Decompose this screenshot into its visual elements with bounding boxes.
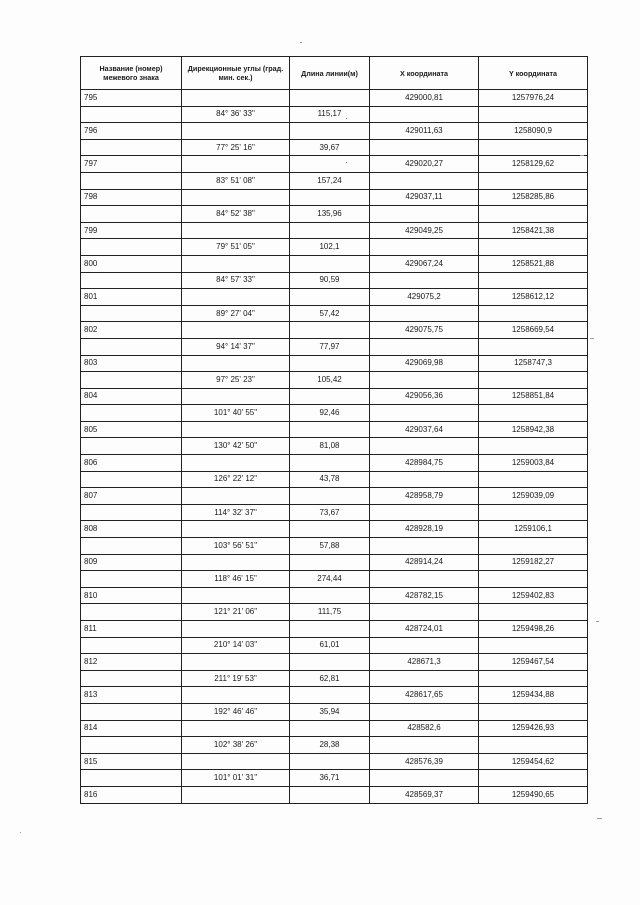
empty-cell	[182, 289, 290, 306]
x-coordinate: 428724,01	[370, 621, 479, 638]
point-name: 797	[81, 156, 182, 173]
point-name: 802	[81, 322, 182, 339]
y-coordinate: 1259003,84	[479, 455, 588, 472]
empty-cell	[290, 156, 370, 173]
y-coordinate: 1259434,88	[479, 687, 588, 704]
x-coordinate: 429037,11	[370, 189, 479, 206]
direction-angle: 83° 51' 08"	[182, 172, 290, 189]
empty-cell	[290, 786, 370, 803]
segment-row	[81, 239, 588, 256]
x-coordinate: 428569,37	[370, 786, 479, 803]
y-coordinate: 1259106,1	[479, 521, 588, 538]
empty-cell	[182, 753, 290, 770]
empty-cell	[290, 222, 370, 239]
point-row-top	[81, 156, 588, 173]
table-body	[81, 90, 588, 804]
x-coordinate: 428958,79	[370, 488, 479, 505]
empty-cell	[290, 587, 370, 604]
empty-cell	[81, 504, 182, 521]
empty-cell	[479, 637, 588, 654]
empty-cell	[290, 455, 370, 472]
point-name: 816	[81, 786, 182, 803]
scan-speck	[596, 621, 599, 622]
empty-cell	[370, 206, 479, 223]
point-row-top	[81, 455, 588, 472]
y-coordinate: 1258285,86	[479, 189, 588, 206]
header-length: Длина линии(м)	[290, 57, 370, 90]
empty-cell	[290, 355, 370, 372]
empty-cell	[370, 438, 479, 455]
empty-cell	[370, 338, 479, 355]
segment-row	[81, 670, 588, 687]
empty-cell	[81, 637, 182, 654]
line-length: 39,67	[290, 139, 370, 156]
direction-angle: 84° 52' 38"	[182, 206, 290, 223]
segment-row	[81, 703, 588, 720]
direction-angle: 89° 27' 04"	[182, 305, 290, 322]
point-row-top	[81, 189, 588, 206]
segment-row	[81, 737, 588, 754]
empty-cell	[370, 139, 479, 156]
line-length: 115,17	[290, 106, 370, 123]
segment-row	[81, 770, 588, 787]
empty-cell	[479, 172, 588, 189]
point-name: 806	[81, 455, 182, 472]
x-coordinate: 428782,15	[370, 587, 479, 604]
empty-cell	[182, 521, 290, 538]
empty-cell	[370, 670, 479, 687]
direction-angle: 103° 56' 51"	[182, 538, 290, 555]
point-name: 812	[81, 654, 182, 671]
y-coordinate: 1258521,88	[479, 255, 588, 272]
line-length: 57,88	[290, 538, 370, 555]
empty-cell	[182, 421, 290, 438]
direction-angle: 94° 14' 37"	[182, 338, 290, 355]
point-name: 805	[81, 421, 182, 438]
empty-cell	[182, 587, 290, 604]
x-coordinate: 429075,75	[370, 322, 479, 339]
empty-cell	[290, 687, 370, 704]
point-row-top	[81, 488, 588, 505]
scan-speck	[597, 818, 602, 819]
empty-cell	[182, 388, 290, 405]
empty-cell	[290, 521, 370, 538]
point-name: 795	[81, 90, 182, 107]
y-coordinate: 1258669,54	[479, 322, 588, 339]
header-y: Y координата	[479, 57, 588, 90]
empty-cell	[81, 703, 182, 720]
y-coordinate: 1259467,54	[479, 654, 588, 671]
empty-cell	[370, 504, 479, 521]
x-coordinate: 428671,3	[370, 654, 479, 671]
point-name: 800	[81, 255, 182, 272]
empty-cell	[81, 338, 182, 355]
empty-cell	[479, 305, 588, 322]
direction-angle: 102° 38' 26"	[182, 737, 290, 754]
header-name: Название (номер) межевого знака	[81, 57, 182, 90]
empty-cell	[290, 255, 370, 272]
empty-cell	[182, 222, 290, 239]
empty-cell	[81, 172, 182, 189]
empty-cell	[182, 621, 290, 638]
segment-row	[81, 338, 588, 355]
point-name: 807	[81, 488, 182, 505]
empty-cell	[370, 770, 479, 787]
empty-cell	[479, 139, 588, 156]
point-row-top	[81, 421, 588, 438]
line-length: 157,24	[290, 172, 370, 189]
direction-angle: 101° 40' 55"	[182, 405, 290, 422]
empty-cell	[81, 670, 182, 687]
direction-angle: 210° 14' 03"	[182, 637, 290, 654]
x-coordinate: 428928,19	[370, 521, 479, 538]
line-length: 62,81	[290, 670, 370, 687]
y-coordinate: 1258851,84	[479, 388, 588, 405]
empty-cell	[479, 504, 588, 521]
empty-cell	[479, 272, 588, 289]
header-x: X координата	[370, 57, 479, 90]
segment-row	[81, 272, 588, 289]
coordinates-table	[80, 56, 588, 804]
direction-angle: 118° 46' 15"	[182, 571, 290, 588]
empty-cell	[81, 438, 182, 455]
point-row-top	[81, 521, 588, 538]
line-length: 111,75	[290, 604, 370, 621]
x-coordinate: 429049,25	[370, 222, 479, 239]
point-name: 814	[81, 720, 182, 737]
direction-angle: 77° 25' 16"	[182, 139, 290, 156]
empty-cell	[370, 372, 479, 389]
empty-cell	[370, 106, 479, 123]
line-length: 28,38	[290, 737, 370, 754]
empty-cell	[81, 372, 182, 389]
empty-cell	[81, 206, 182, 223]
x-coordinate: 428582,6	[370, 720, 479, 737]
scan-speck	[590, 338, 594, 339]
point-row-top	[81, 289, 588, 306]
y-coordinate: 1258747,3	[479, 355, 588, 372]
point-name: 813	[81, 687, 182, 704]
y-coordinate: 1259498,26	[479, 621, 588, 638]
point-name: 809	[81, 554, 182, 571]
scan-speck	[300, 42, 302, 43]
empty-cell	[370, 538, 479, 555]
point-name: 799	[81, 222, 182, 239]
empty-cell	[290, 90, 370, 107]
empty-cell	[370, 703, 479, 720]
empty-cell	[182, 255, 290, 272]
direction-angle: 192° 46' 46"	[182, 703, 290, 720]
x-coordinate: 429020,27	[370, 156, 479, 173]
line-length: 105,42	[290, 372, 370, 389]
empty-cell	[479, 438, 588, 455]
segment-row	[81, 372, 588, 389]
empty-cell	[479, 703, 588, 720]
direction-angle: 97° 25' 23"	[182, 372, 290, 389]
segment-row	[81, 604, 588, 621]
empty-cell	[290, 720, 370, 737]
empty-cell	[290, 753, 370, 770]
segment-row	[81, 206, 588, 223]
point-row-top	[81, 322, 588, 339]
y-coordinate: 1258090,9	[479, 123, 588, 140]
point-row-top	[81, 720, 588, 737]
x-coordinate: 428617,65	[370, 687, 479, 704]
line-length: 135,96	[290, 206, 370, 223]
empty-cell	[182, 455, 290, 472]
empty-cell	[370, 604, 479, 621]
empty-cell	[370, 172, 479, 189]
empty-cell	[81, 571, 182, 588]
empty-cell	[370, 471, 479, 488]
empty-cell	[370, 405, 479, 422]
x-coordinate: 429069,98	[370, 355, 479, 372]
direction-angle: 101° 01' 31"	[182, 770, 290, 787]
empty-cell	[370, 737, 479, 754]
scan-speck	[20, 832, 21, 833]
line-length: 92,46	[290, 405, 370, 422]
empty-cell	[370, 272, 479, 289]
line-length: 43,78	[290, 471, 370, 488]
segment-row	[81, 305, 588, 322]
line-length: 36,71	[290, 770, 370, 787]
empty-cell	[290, 388, 370, 405]
point-row-top	[81, 90, 588, 107]
segment-row	[81, 405, 588, 422]
point-name: 815	[81, 753, 182, 770]
empty-cell	[290, 289, 370, 306]
x-coordinate: 429037,64	[370, 421, 479, 438]
scan-speck	[580, 155, 584, 156]
line-length: 274,44	[290, 571, 370, 588]
empty-cell	[182, 554, 290, 571]
point-name: 796	[81, 123, 182, 140]
direction-angle: 126° 22' 12"	[182, 471, 290, 488]
direction-angle: 130° 42' 50"	[182, 438, 290, 455]
line-length: 35,94	[290, 703, 370, 720]
empty-cell	[290, 488, 370, 505]
empty-cell	[81, 239, 182, 256]
empty-cell	[370, 239, 479, 256]
point-name: 801	[81, 289, 182, 306]
empty-cell	[81, 139, 182, 156]
empty-cell	[182, 156, 290, 173]
segment-row	[81, 504, 588, 521]
segment-row	[81, 538, 588, 555]
empty-cell	[479, 737, 588, 754]
x-coordinate: 428576,39	[370, 753, 479, 770]
empty-cell	[81, 405, 182, 422]
x-coordinate: 429011,63	[370, 123, 479, 140]
empty-cell	[370, 637, 479, 654]
line-length: 90,59	[290, 272, 370, 289]
point-row-top	[81, 222, 588, 239]
empty-cell	[182, 123, 290, 140]
y-coordinate: 1258421,38	[479, 222, 588, 239]
y-coordinate: 1258612,12	[479, 289, 588, 306]
y-coordinate: 1258129,62	[479, 156, 588, 173]
point-row-top	[81, 753, 588, 770]
point-name: 804	[81, 388, 182, 405]
table-header-row	[81, 57, 588, 90]
y-coordinate: 1258942,38	[479, 421, 588, 438]
empty-cell	[182, 654, 290, 671]
point-row-top	[81, 554, 588, 571]
empty-cell	[479, 372, 588, 389]
scan-speck	[346, 162, 347, 163]
line-length: 102,1	[290, 239, 370, 256]
y-coordinate: 1259454,62	[479, 753, 588, 770]
empty-cell	[182, 90, 290, 107]
empty-cell	[81, 604, 182, 621]
empty-cell	[182, 687, 290, 704]
segment-row	[81, 139, 588, 156]
direction-angle: 79° 51' 05"	[182, 239, 290, 256]
x-coordinate: 428914,24	[370, 554, 479, 571]
empty-cell	[479, 604, 588, 621]
point-row-top	[81, 654, 588, 671]
empty-cell	[182, 720, 290, 737]
empty-cell	[479, 471, 588, 488]
header-angle: Дирекционные углы (град. мин. сек.)	[182, 57, 290, 90]
point-row-top	[81, 255, 588, 272]
empty-cell	[290, 123, 370, 140]
direction-angle: 211° 19' 53"	[182, 670, 290, 687]
empty-cell	[370, 571, 479, 588]
line-length: 81,08	[290, 438, 370, 455]
empty-cell	[290, 322, 370, 339]
empty-cell	[182, 322, 290, 339]
empty-cell	[81, 770, 182, 787]
empty-cell	[290, 421, 370, 438]
empty-cell	[81, 272, 182, 289]
segment-row	[81, 471, 588, 488]
segment-row	[81, 438, 588, 455]
point-name: 811	[81, 621, 182, 638]
x-coordinate: 429067,24	[370, 255, 479, 272]
empty-cell	[479, 239, 588, 256]
empty-cell	[182, 488, 290, 505]
empty-cell	[81, 305, 182, 322]
point-row-top	[81, 786, 588, 803]
direction-angle: 121° 21' 06"	[182, 604, 290, 621]
segment-row	[81, 571, 588, 588]
direction-angle: 84° 36' 33"	[182, 106, 290, 123]
line-length: 61,01	[290, 637, 370, 654]
point-row-top	[81, 123, 588, 140]
point-name: 810	[81, 587, 182, 604]
empty-cell	[290, 621, 370, 638]
y-coordinate: 1259182,27	[479, 554, 588, 571]
direction-angle: 114° 32' 37"	[182, 504, 290, 521]
empty-cell	[479, 405, 588, 422]
x-coordinate: 429056,36	[370, 388, 479, 405]
empty-cell	[479, 206, 588, 223]
point-name: 808	[81, 521, 182, 538]
y-coordinate: 1257976,24	[479, 90, 588, 107]
point-row-top	[81, 687, 588, 704]
y-coordinate: 1259426,93	[479, 720, 588, 737]
y-coordinate: 1259039,09	[479, 488, 588, 505]
empty-cell	[182, 355, 290, 372]
segment-row	[81, 637, 588, 654]
segment-row	[81, 172, 588, 189]
empty-cell	[81, 106, 182, 123]
segment-row	[81, 106, 588, 123]
empty-cell	[479, 538, 588, 555]
empty-cell	[182, 189, 290, 206]
empty-cell	[182, 786, 290, 803]
empty-cell	[479, 106, 588, 123]
line-length: 73,67	[290, 504, 370, 521]
direction-angle: 84° 57' 33"	[182, 272, 290, 289]
point-row-top	[81, 355, 588, 372]
point-row-top	[81, 388, 588, 405]
empty-cell	[479, 670, 588, 687]
point-row-top	[81, 587, 588, 604]
line-length: 57,42	[290, 305, 370, 322]
point-row-top	[81, 621, 588, 638]
empty-cell	[370, 305, 479, 322]
x-coordinate: 429000,81	[370, 90, 479, 107]
empty-cell	[81, 737, 182, 754]
point-name: 803	[81, 355, 182, 372]
empty-cell	[290, 654, 370, 671]
empty-cell	[479, 770, 588, 787]
x-coordinate: 429075,2	[370, 289, 479, 306]
empty-cell	[290, 189, 370, 206]
empty-cell	[479, 571, 588, 588]
line-length: 77,97	[290, 338, 370, 355]
empty-cell	[290, 554, 370, 571]
y-coordinate: 1259490,65	[479, 786, 588, 803]
x-coordinate: 428984,75	[370, 455, 479, 472]
scan-speck	[346, 118, 347, 119]
empty-cell	[81, 538, 182, 555]
empty-cell	[81, 471, 182, 488]
y-coordinate: 1259402,83	[479, 587, 588, 604]
point-name: 798	[81, 189, 182, 206]
empty-cell	[479, 338, 588, 355]
